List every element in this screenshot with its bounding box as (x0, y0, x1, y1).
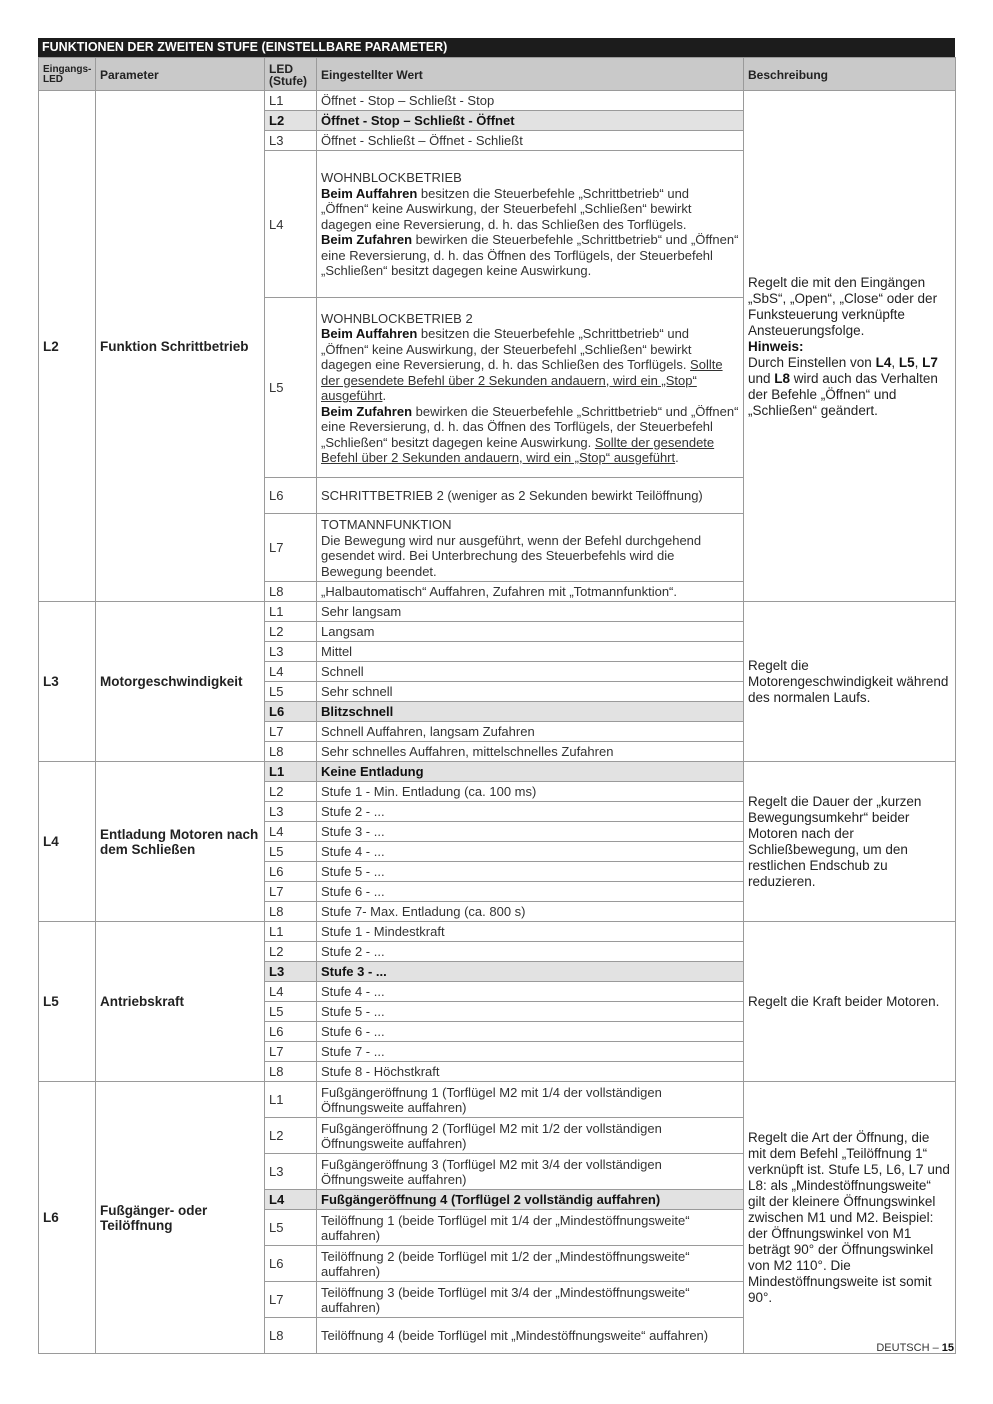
led-level-cell: L3 (265, 131, 317, 151)
value-cell: Langsam (317, 622, 744, 642)
led-level-cell: L1 (265, 762, 317, 782)
led-level-cell: L8 (265, 1318, 317, 1354)
table-row (39, 922, 956, 942)
value-cell: Stufe 1 - Min. Entladung (ca. 100 ms) (317, 782, 744, 802)
led-level-cell: L5 (265, 842, 317, 862)
value-text-part: besitzen die Steuerbefehle „Schrittbetrieb“ und „Öffnen“ keine Auswirkung, der Steuerbefehl „Schließen“ bewirkt dagegen eine Reversierung, d. h. das Schließen des Torflügels. (321, 185, 692, 232)
header-input-led: Eingangs-LED (39, 58, 96, 91)
led-level-cell: L8 (265, 582, 317, 602)
value-cell: Fußgängeröffnung 4 (Torflügel 2 vollständig auffahren) (317, 1190, 744, 1210)
value-cell: Sehr schnelles Auffahren, mittelschnelles Zufahren (317, 742, 744, 762)
header-row (39, 58, 956, 91)
value-cell: Sehr langsam (317, 602, 744, 622)
description-text-part: Regelt die mit den Eingängen „SbS“, „Open“, „Close“ oder der Funksteuerung verknüpfte Ansteuerungsfolge. (748, 274, 938, 338)
table-title: FUNKTIONEN DER ZWEITEN STUFE (EINSTELLBARE PARAMETER) (38, 38, 955, 57)
value-cell: „Halbautomatisch“ Auffahren, Zufahren mit „Totmannfunktion“. (317, 582, 744, 602)
header-value: Eingestellter Wert (317, 58, 744, 91)
description-text-part: L5 (898, 354, 915, 370)
value-cell: Schnell (317, 662, 744, 682)
header-parameter: Parameter (96, 58, 265, 91)
value-cell: SCHRITTBETRIEB 2 (weniger as 2 Sekunden bewirkt Teilöffnung) (317, 478, 744, 514)
header-description: Beschreibung (744, 58, 956, 91)
led-level-cell: L7 (265, 514, 317, 582)
led-level-cell: L2 (265, 782, 317, 802)
value-cell: Fußgängeröffnung 1 (Torflügel M2 mit 1/4 der vollständigen Öffnungsweite auffahren) (317, 1082, 744, 1118)
value-cell: Stufe 6 - ... (317, 882, 744, 902)
parameter-cell: Motorgeschwindigkeit (96, 602, 265, 762)
page-footer (876, 1342, 954, 1354)
description-cell: Regelt die Motorengeschwindigkeit während des normalen Laufs. (744, 602, 956, 762)
table-row (39, 91, 956, 111)
led-level-cell: L4 (265, 1190, 317, 1210)
value-cell: Stufe 1 - Mindestkraft (317, 922, 744, 942)
value-cell: Stufe 5 - ... (317, 1002, 744, 1022)
value-cell: Fußgängeröffnung 2 (Torflügel M2 mit 1/2 der vollständigen Öffnungsweite auffahren) (317, 1118, 744, 1154)
led-level-cell: L2 (265, 622, 317, 642)
value-cell: Schnell Auffahren, langsam Zufahren (317, 722, 744, 742)
value-cell (317, 151, 744, 298)
led-level-cell: L4 (265, 151, 317, 298)
led-level-cell: L8 (265, 902, 317, 922)
parameter-cell: Fußgänger- oder Teilöffnung (96, 1082, 265, 1354)
value-cell: Stufe 3 - ... (317, 822, 744, 842)
description-cell: Regelt die Kraft beider Motoren. (744, 922, 956, 1082)
led-level-cell: L7 (265, 882, 317, 902)
value-cell: Teilöffnung 2 (beide Torflügel mit 1/2 der „Mindestöffnungsweite“ auffahren) (317, 1246, 744, 1282)
led-level-cell: L3 (265, 642, 317, 662)
value-cell: Stufe 2 - ... (317, 942, 744, 962)
led-level-cell: L5 (265, 1210, 317, 1246)
value-text-part: bewirken die Steuerbefehle „Schrittbetrieb“ und „Öffnen“ eine Reversierung, d. h. das Öffnen des Torflügels, der Steuerbefehl „Schließen“ besitzt dagegen keine Auswirkung. (321, 403, 739, 450)
led-level-cell: L4 (265, 822, 317, 842)
input-led-cell: L5 (39, 922, 96, 1082)
description-cell (744, 91, 956, 602)
led-level-cell: L6 (265, 862, 317, 882)
value-text-part: . (675, 450, 679, 465)
value-text-part: Beim Auffahren (321, 185, 418, 201)
value-cell: Teilöffnung 3 (beide Torflügel mit 3/4 der „Mindestöffnungsweite“ auffahren) (317, 1282, 744, 1318)
value-text-part: WOHNBLOCKBETRIEB (321, 170, 462, 186)
value-text-part: Sollte der gesendete Befehl über 2 Sekunden andauern, wird ein „Stop“ ausgeführt (321, 434, 715, 465)
led-level-cell: L3 (265, 962, 317, 982)
value-cell (317, 298, 744, 478)
led-level-cell: L6 (265, 1022, 317, 1042)
parameter-cell: Funktion Schrittbetrieb (96, 91, 265, 602)
description-text-part: , (891, 354, 899, 370)
led-level-cell: L1 (265, 922, 317, 942)
value-cell: Teilöffnung 4 (beide Torflügel mit „Mindestöffnungsweite“ auffahren) (317, 1318, 744, 1354)
table-row (39, 762, 956, 782)
table-row (39, 602, 956, 622)
input-led-cell: L3 (39, 602, 96, 762)
led-level-cell: L6 (265, 478, 317, 514)
led-level-cell: L2 (265, 942, 317, 962)
led-level-cell: L4 (265, 662, 317, 682)
led-level-cell: L6 (265, 702, 317, 722)
led-level-cell: L4 (265, 982, 317, 1002)
parameter-document (38, 38, 955, 1354)
value-text-part: Sollte der gesendete Befehl über 2 Sekunden andauern, wird ein „Stop“ ausgeführt (321, 357, 723, 403)
led-level-cell: L8 (265, 742, 317, 762)
value-cell: Stufe 7 - ... (317, 1042, 744, 1062)
led-level-cell: L7 (265, 1282, 317, 1318)
description-text-part: wird auch das Verhalten der Befehle „Öffnen“ und „Schließen“ geändert. (748, 370, 938, 418)
value-cell: Fußgängeröffnung 3 (Torflügel M2 mit 3/4 der vollständigen Öffnungsweite auffahren) (317, 1154, 744, 1190)
value-text-part: Beim Zufahren (321, 403, 413, 419)
value-cell: Öffnet - Stop – Schließt - Öffnet (317, 111, 744, 131)
led-level-cell: L5 (265, 682, 317, 702)
description-text-part: L8 (774, 370, 791, 386)
value-cell: Stufe 4 - ... (317, 842, 744, 862)
footer-language: DEUTSCH – (876, 1342, 942, 1354)
value-cell: Öffnet - Stop – Schließt - Stop (317, 91, 744, 111)
led-level-cell: L2 (265, 111, 317, 131)
value-cell: Mittel (317, 642, 744, 662)
description-text-part: L4 (875, 354, 892, 370)
led-level-cell: L3 (265, 1154, 317, 1190)
value-cell: Stufe 3 - ... (317, 962, 744, 982)
parameter-cell: Antriebskraft (96, 922, 265, 1082)
value-text-part: Beim Auffahren (321, 326, 418, 341)
description-text-part: , (914, 354, 923, 370)
description-cell: Regelt die Art der Öffnung, die mit dem Befehl „Teilöffnung 1“ verknüpft ist. Stufe L5, L6, L7 und L8: als „Mindestöffnungsweite“ gilt der kleinere Öffnungswinkel zwischen M1 und M2. Beispiel: der Öffnungswinkel von M1 beträgt 90° der Öffnungswinkel von M2 110°. Die Mindestöffnungsweite ist somit 90°. (744, 1082, 956, 1354)
value-cell: Stufe 5 - ... (317, 862, 744, 882)
value-text-part: . (382, 388, 387, 403)
led-level-cell: L7 (265, 1042, 317, 1062)
input-led-cell: L4 (39, 762, 96, 922)
description-text-part: L7 (922, 354, 938, 370)
description-text-part: Hinweis: (748, 338, 804, 354)
value-cell: Sehr schnell (317, 682, 744, 702)
value-text-part: besitzen die Steuerbefehle „Schrittbetrieb“ und „Öffnen“ keine Auswirkung, der Steuerbefehl „Schließen“ bewirkt dagegen eine Reversierung, d. h. das Schließen des Torflügels. (321, 326, 692, 372)
parameter-cell: Entladung Motoren nach dem Schließen (96, 762, 265, 922)
description-cell: Regelt die Dauer der „kurzen Bewegungsumkehr“ beider Motoren nach der Schließbewegung, um den restlichen Endschub zu reduzieren. (744, 762, 956, 922)
led-level-cell: L6 (265, 1246, 317, 1282)
value-cell: Keine Entladung (317, 762, 744, 782)
value-text-part: bewirken die Steuerbefehle „Schrittbetrieb“ und „Öffnen“ eine Reversierung, d. h. das Öffnen des Torflügels, der Steuerbefehl „Schließen“ besitzt dagegen keine Auswirkung. (321, 232, 739, 279)
led-level-cell: L3 (265, 802, 317, 822)
value-text-part: Beim Zufahren (321, 232, 413, 248)
value-cell: Blitzschnell (317, 702, 744, 722)
value-cell (317, 514, 744, 582)
value-cell: Stufe 8 - Höchstkraft (317, 1062, 744, 1082)
value-text-part: WOHNBLOCKBETRIEB 2 (321, 310, 473, 326)
value-text-part: Die Bewegung wird nur ausgeführt, wenn der Befehl durchgehend gesendet wird. Bei Unterbrechung des Steuerbefehls wird die Bewegung beendet. (321, 532, 702, 579)
led-level-cell: L5 (265, 298, 317, 478)
footer-page-number: 15 (941, 1342, 954, 1354)
led-level-cell: L5 (265, 1002, 317, 1022)
header-led-level: LED (Stufe) (265, 58, 317, 91)
led-level-cell: L7 (265, 722, 317, 742)
led-level-cell: L8 (265, 1062, 317, 1082)
value-text-part: TOTMANNFUNKTION (321, 517, 452, 532)
value-cell: Stufe 2 - ... (317, 802, 744, 822)
value-cell: Stufe 6 - ... (317, 1022, 744, 1042)
input-led-cell: L2 (39, 91, 96, 602)
led-level-cell: L1 (265, 1082, 317, 1118)
value-cell: Stufe 4 - ... (317, 982, 744, 1002)
parameter-table (38, 57, 956, 1354)
table-row (39, 1082, 956, 1118)
description-text-part: und (748, 370, 775, 386)
table-body (39, 91, 956, 1354)
value-cell: Teilöffnung 1 (beide Torflügel mit 1/4 der „Mindestöffnungsweite“ auffahren) (317, 1210, 744, 1246)
value-cell: Stufe 7- Max. Entladung (ca. 800 s) (317, 902, 744, 922)
led-level-cell: L1 (265, 91, 317, 111)
value-cell: Öffnet - Schließt – Öffnet - Schließt (317, 131, 744, 151)
input-led-cell: L6 (39, 1082, 96, 1354)
description-text-part: Durch Einstellen von (748, 354, 876, 370)
led-level-cell: L1 (265, 602, 317, 622)
led-level-cell: L2 (265, 1118, 317, 1154)
